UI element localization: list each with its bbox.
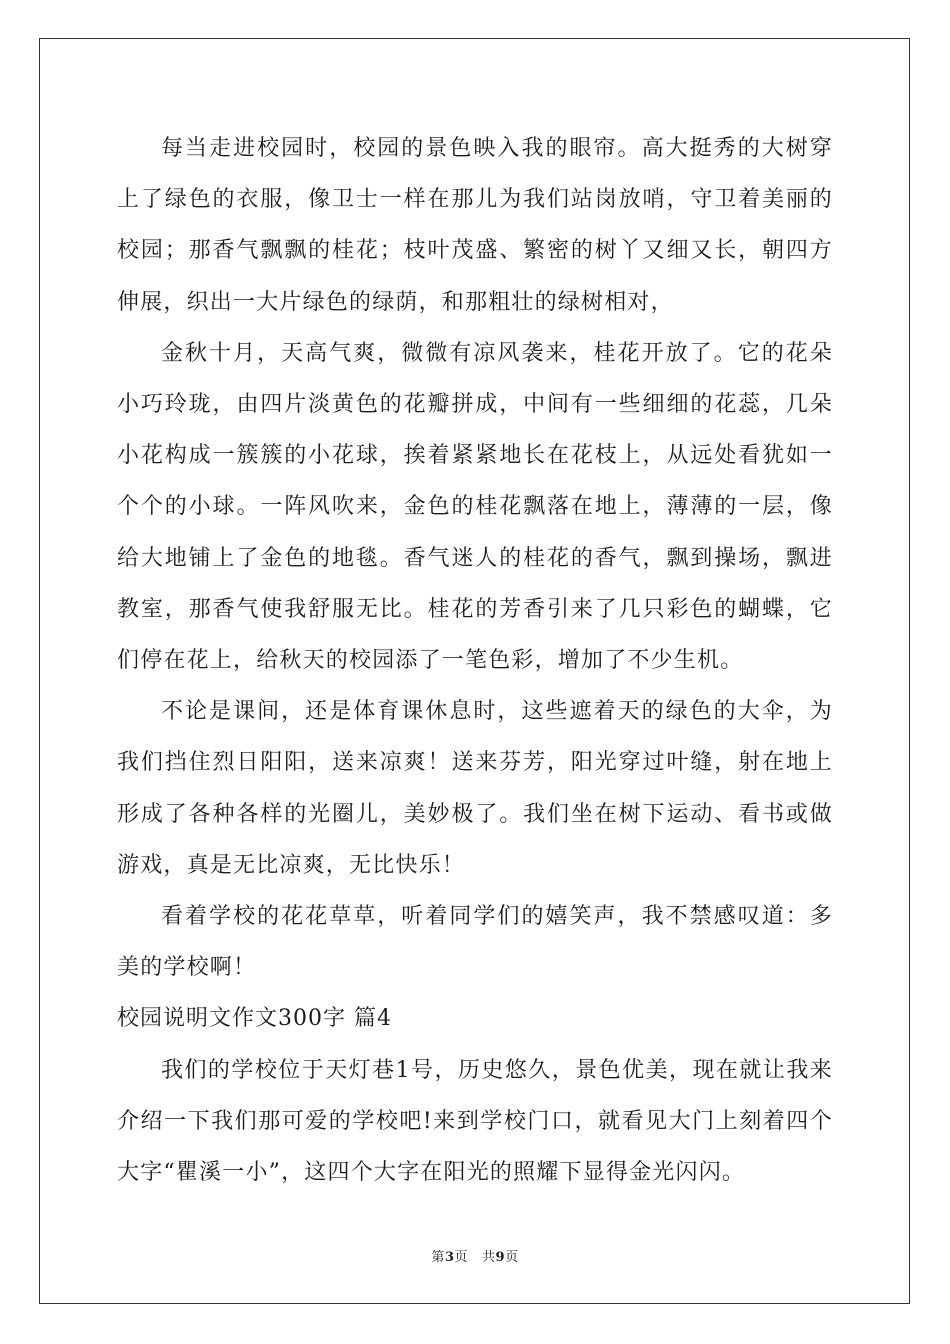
paragraph-4: 看着学校的花花草草，听着同学们的嬉笑声，我不禁感叹道：多美的学校啊！ <box>117 904 833 981</box>
page-footer <box>0 1246 950 1265</box>
page-prefix: 第 <box>431 1250 445 1265</box>
paragraph-2: 金秋十月，天高气爽，微微有凉风袭来，桂花开放了。它的花朵小巧玲珑，由四片淡黄色的花瓣拼成，中间有一些细细的花蕊，几朵小花构成一簇簇的小花球，挨着紧紧地长在花枝上，从远处看犹如一个个的小球。一阵风吹来，金色的桂花飘落在地上，薄薄的一层，像给大地铺上了金色的地毯。香气迷人的桂花的香气，飘到操场，飘进教室，那香气使我舒服无比。桂花的芳香引来了几只彩色的蝴蝶，它们停在花上，给秋天的校园添了一笔色彩，增加了不少生机。 <box>117 340 833 674</box>
paragraph-1: 每当走进校园时，校园的景色映入我的眼帘。高大挺秀的大树穿上了绿色的衣服，像卫士一样在那儿为我们站岗放哨，守卫着美丽的校园；那香气飘飘的桂花；枝叶茂盛、繁密的树丫又细又长，朝四方伸展，织出一大片绿色的绿荫，和那粗壮的绿树相对， <box>117 136 833 315</box>
total-prefix: 共 <box>482 1250 496 1265</box>
page-suffix: 页 <box>454 1250 468 1265</box>
section-heading: 校园说明文作文300字 篇4 <box>117 1006 392 1032</box>
page-current: 3 <box>444 1250 455 1265</box>
page-total: 9 <box>495 1250 506 1265</box>
document-body <box>117 123 833 1198</box>
total-suffix: 页 <box>505 1250 519 1265</box>
paragraph-3: 不论是课间，还是体育课休息时，这些遮着天的绿色的大伞，为我们挡住烈日阳阳，送来凉爽！送来芬芳，阳光穿过叶缝，射在地上形成了各种各样的光圈儿，美妙极了。我们坐在树下运动、看书或做游戏，真是无比凉爽，无比快乐！ <box>117 699 833 878</box>
paragraph-5: 我们的学校位于天灯巷1号，历史悠久，景色优美，现在就让我来介绍一下我们那可爱的学校吧!来到学校门口，就看见大门上刻着四个大字“瞿溪一小”，这四个大字在阳光的照耀下显得金光闪闪。 <box>117 1057 833 1186</box>
